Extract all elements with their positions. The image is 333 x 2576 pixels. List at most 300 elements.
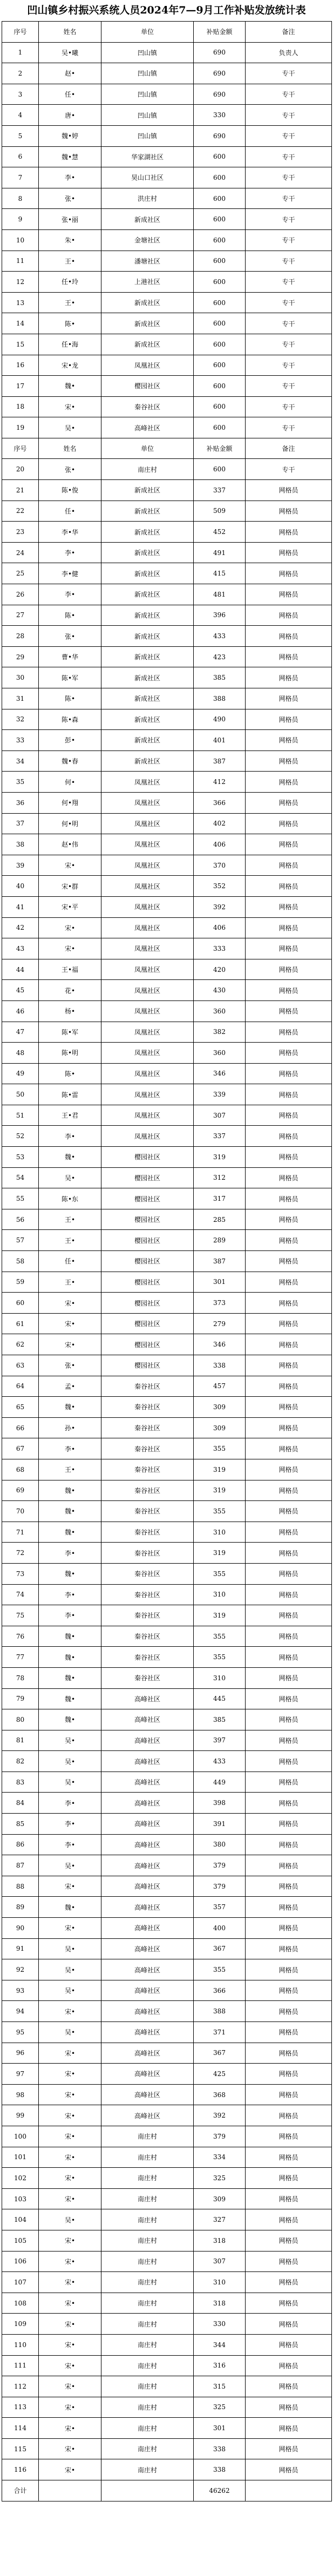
person-name: 何•明 — [39, 813, 101, 834]
subsidy-amount: 344 — [194, 2334, 246, 2355]
unit-name: 凤凰社区 — [101, 772, 194, 793]
row-number: 44 — [2, 959, 39, 980]
header-cell-no: 序号 — [2, 22, 39, 43]
subsidy-amount: 391 — [194, 1814, 246, 1835]
subsidy-amount: 317 — [194, 1188, 246, 1209]
table-row — [2, 146, 332, 167]
table-row — [2, 1876, 332, 1897]
unit-name: 凤凰社区 — [101, 1105, 194, 1126]
unit-name: 凤凰社区 — [101, 1063, 194, 1084]
subsidy-amount: 339 — [194, 1084, 246, 1105]
table-row — [2, 480, 332, 501]
table-row — [2, 917, 332, 938]
table-row — [2, 2188, 332, 2209]
subsidy-amount: 352 — [194, 876, 246, 897]
table-row — [2, 1022, 332, 1043]
table-row — [2, 2168, 332, 2189]
table-row — [2, 1897, 332, 1918]
row-number: 6 — [2, 146, 39, 167]
table-row — [2, 2459, 332, 2480]
remark: 网格员 — [246, 709, 332, 730]
unit-name: 秦谷社区 — [101, 1563, 194, 1584]
row-number: 90 — [2, 1918, 39, 1939]
subsidy-amount: 338 — [194, 2459, 246, 2480]
table-row — [2, 1563, 332, 1584]
subsidy-amount: 401 — [194, 730, 246, 751]
table-row — [2, 1959, 332, 1980]
subsidy-amount: 337 — [194, 480, 246, 501]
unit-name: 凤凰社区 — [101, 1043, 194, 1064]
table-row — [2, 792, 332, 813]
remark: 网格员 — [246, 1251, 332, 1272]
unit-name: 新成社区 — [101, 584, 194, 605]
person-name: 陈•军 — [39, 1022, 101, 1043]
remark: 网格员 — [246, 1876, 332, 1897]
remark: 网格员 — [246, 1334, 332, 1355]
remark: 专干 — [246, 251, 332, 272]
subsidy-amount: 392 — [194, 896, 246, 917]
table-row — [2, 2251, 332, 2272]
row-number: 89 — [2, 1897, 39, 1918]
person-name: 吴• — [39, 2022, 101, 2043]
table-row — [2, 646, 332, 667]
person-name: 陈• — [39, 1063, 101, 1084]
table-row — [2, 396, 332, 417]
table-row — [2, 1709, 332, 1730]
person-name: 李• — [39, 1543, 101, 1564]
table-row — [2, 2022, 332, 2043]
person-name: 王•福 — [39, 959, 101, 980]
table-row — [2, 605, 332, 626]
subsidy-amount: 379 — [194, 2126, 246, 2147]
person-name: 陈• — [39, 688, 101, 709]
subsidy-amount: 285 — [194, 1209, 246, 1230]
table-row — [2, 1480, 332, 1501]
subsidy-amount: 279 — [194, 1313, 246, 1334]
unit-name: 高峰社区 — [101, 1876, 194, 1897]
row-number: 114 — [2, 2418, 39, 2439]
remark: 网格员 — [246, 1355, 332, 1376]
unit-name: 樱园社区 — [101, 1167, 194, 1188]
remark: 网格员 — [246, 1084, 332, 1105]
row-number: 37 — [2, 813, 39, 834]
row-number: 序号 — [2, 438, 39, 459]
remark: 专干 — [246, 105, 332, 126]
subsidy-amount: 600 — [194, 396, 246, 417]
person-name: 魏• — [39, 1667, 101, 1688]
subsidy-amount: 301 — [194, 1272, 246, 1293]
unit-name: 秦谷社区 — [101, 1376, 194, 1397]
row-number: 27 — [2, 605, 39, 626]
unit-name: 秦谷社区 — [101, 1459, 194, 1480]
table-row — [2, 563, 332, 584]
header-cell-amount: 补贴金额 — [194, 22, 246, 43]
table-row — [2, 438, 332, 459]
person-name: 宋• — [39, 938, 101, 959]
row-number: 95 — [2, 2022, 39, 2043]
person-name: 赵• — [39, 63, 101, 84]
person-name: 宋• — [39, 1876, 101, 1897]
person-name: 宋• — [39, 2001, 101, 2022]
subsidy-amount: 423 — [194, 646, 246, 667]
row-number: 108 — [2, 2293, 39, 2314]
unit-name: 樱园社区 — [101, 1147, 194, 1168]
remark: 网格员 — [246, 1647, 332, 1668]
remark: 网格员 — [246, 834, 332, 855]
subsidy-amount: 325 — [194, 2397, 246, 2418]
row-number: 28 — [2, 626, 39, 647]
person-name: 宋• — [39, 2272, 101, 2293]
unit-name: 新成社区 — [101, 730, 194, 751]
row-number: 18 — [2, 396, 39, 417]
subsidy-amount: 396 — [194, 605, 246, 626]
unit-name: 南庄村 — [101, 2126, 194, 2147]
unit-name: 高峰社区 — [101, 1730, 194, 1751]
remark: 网格员 — [246, 792, 332, 813]
table-row — [2, 1793, 332, 1814]
unit-name: 秦谷社区 — [101, 1584, 194, 1605]
row-number: 93 — [2, 1980, 39, 2001]
subsidy-amount: 509 — [194, 501, 246, 522]
person-name: 宋• — [39, 2438, 101, 2459]
subsidy-amount: 420 — [194, 959, 246, 980]
person-name: 吴• — [39, 1980, 101, 2001]
unit-name: 凤凰社区 — [101, 1022, 194, 1043]
row-number: 67 — [2, 1438, 39, 1459]
remark: 网格员 — [246, 2355, 332, 2376]
table-row — [2, 667, 332, 688]
row-number: 92 — [2, 1959, 39, 1980]
unit-name: 秦谷社区 — [101, 1605, 194, 1626]
remark: 专干 — [246, 84, 332, 105]
remark: 网格员 — [246, 751, 332, 772]
remark: 网格员 — [246, 667, 332, 688]
row-number: 39 — [2, 855, 39, 876]
remark: 网格员 — [246, 1063, 332, 1084]
person-name: 魏• — [39, 1147, 101, 1168]
subsidy-amount: 333 — [194, 938, 246, 959]
subsidy-amount: 330 — [194, 105, 246, 126]
remark: 网格员 — [246, 563, 332, 584]
table-row — [2, 313, 332, 334]
subsidy-amount: 301 — [194, 2418, 246, 2439]
person-name: 吴•曦 — [39, 42, 101, 63]
subsidy-amount: 385 — [194, 1709, 246, 1730]
row-number: 74 — [2, 1584, 39, 1605]
remark: 网格员 — [246, 1814, 332, 1835]
person-name: 唐• — [39, 105, 101, 126]
remark: 网格员 — [246, 1209, 332, 1230]
subsidy-amount: 433 — [194, 1751, 246, 1772]
table-row — [2, 376, 332, 397]
table-row — [2, 42, 332, 63]
row-number: 23 — [2, 522, 39, 543]
subsidy-amount: 370 — [194, 855, 246, 876]
row-number: 51 — [2, 1105, 39, 1126]
remark: 网格员 — [246, 1147, 332, 1168]
remark: 网格员 — [246, 1751, 332, 1772]
table-row — [2, 626, 332, 647]
person-name: 魏• — [39, 1688, 101, 1709]
remark: 网格员 — [246, 2209, 332, 2230]
table-row — [2, 876, 332, 897]
subsidy-amount: 425 — [194, 2064, 246, 2085]
unit-name: 樱园社区 — [101, 1334, 194, 1355]
table-row — [2, 84, 332, 105]
unit-name: 凤凰社区 — [101, 917, 194, 938]
person-name: 宋• — [39, 2105, 101, 2126]
unit-name: 樱园社区 — [101, 1230, 194, 1251]
person-name: 吴• — [39, 1938, 101, 1959]
person-name: 魏• — [39, 1522, 101, 1543]
person-name: 吴• — [39, 1772, 101, 1793]
row-number: 77 — [2, 1647, 39, 1668]
person-name: 宋• — [39, 1313, 101, 1334]
person-name: 王• — [39, 251, 101, 272]
person-name: 赵•伟 — [39, 834, 101, 855]
subsidy-amount: 338 — [194, 1355, 246, 1376]
remark: 网格员 — [246, 501, 332, 522]
row-number: 68 — [2, 1459, 39, 1480]
table-row — [2, 1334, 332, 1355]
unit-name: 南庄村 — [101, 2355, 194, 2376]
remark: 网格员 — [246, 480, 332, 501]
subsidy-amount: 481 — [194, 584, 246, 605]
header-row — [2, 22, 332, 43]
person-name: 张• — [39, 459, 101, 480]
subsidy-amount: 433 — [194, 626, 246, 647]
person-name: 宋• — [39, 2293, 101, 2314]
unit-name: 凤凰社区 — [101, 855, 194, 876]
person-name: 张• — [39, 626, 101, 647]
header-cell-note: 备注 — [246, 22, 332, 43]
row-number: 112 — [2, 2376, 39, 2397]
row-number: 43 — [2, 938, 39, 959]
person-name: 魏• — [39, 1897, 101, 1918]
unit-name: 凤凰社区 — [101, 355, 194, 376]
row-number: 70 — [2, 1501, 39, 1522]
unit-name: 高峰社区 — [101, 2084, 194, 2105]
subsidy-amount: 415 — [194, 563, 246, 584]
row-number: 42 — [2, 917, 39, 938]
remark: 网格员 — [246, 2022, 332, 2043]
unit-name: 樱园社区 — [101, 1188, 194, 1209]
person-name: 吴• — [39, 1751, 101, 1772]
unit-name: 高峰社区 — [101, 2022, 194, 2043]
person-name: 宋• — [39, 2230, 101, 2251]
row-number: 5 — [2, 125, 39, 146]
unit-name: 单位 — [101, 438, 194, 459]
person-name: 任• — [39, 84, 101, 105]
person-name: 吴• — [39, 417, 101, 438]
remark: 网格员 — [246, 2418, 332, 2439]
table-row — [2, 542, 332, 563]
table-row — [2, 2147, 332, 2168]
remark: 网格员 — [246, 1730, 332, 1751]
person-name: 宋• — [39, 1334, 101, 1355]
table-row — [2, 2355, 332, 2376]
person-name: 张• — [39, 1355, 101, 1376]
table-row — [2, 1084, 332, 1105]
table-row — [2, 1209, 332, 1230]
subsidy-amount: 600 — [194, 417, 246, 438]
table-row — [2, 272, 332, 293]
total-cell — [246, 2480, 332, 2501]
row-number: 15 — [2, 334, 39, 355]
remark: 专干 — [246, 334, 332, 355]
table-row — [2, 1772, 332, 1793]
person-name: 王• — [39, 1209, 101, 1230]
subsidy-amount: 316 — [194, 2355, 246, 2376]
table-row — [2, 1501, 332, 1522]
subsidy-amount: 346 — [194, 1063, 246, 1084]
unit-name: 秦谷社区 — [101, 1438, 194, 1459]
person-name: 宋• — [39, 2188, 101, 2209]
unit-name: 秦谷社区 — [101, 1501, 194, 1522]
unit-name: 新成社区 — [101, 751, 194, 772]
remark: 网格员 — [246, 1626, 332, 1647]
table-row — [2, 1543, 332, 1564]
subsidy-amount: 310 — [194, 1584, 246, 1605]
subsidy-amount: 402 — [194, 813, 246, 834]
remark: 网格员 — [246, 1480, 332, 1501]
person-name: 宋• — [39, 2459, 101, 2480]
subsidy-amount: 600 — [194, 459, 246, 480]
person-name: 魏•春 — [39, 751, 101, 772]
remark: 网格员 — [246, 1855, 332, 1876]
subsidy-amount: 315 — [194, 2376, 246, 2397]
table-row — [2, 751, 332, 772]
table-row — [2, 2064, 332, 2085]
remark: 网格员 — [246, 2314, 332, 2335]
subsidy-amount: 600 — [194, 251, 246, 272]
row-number: 16 — [2, 355, 39, 376]
row-number: 50 — [2, 1084, 39, 1105]
unit-name: 南庄村 — [101, 2188, 194, 2209]
table-row — [2, 2272, 332, 2293]
unit-name: 樱园社区 — [101, 1209, 194, 1230]
subsidy-amount: 430 — [194, 980, 246, 1001]
remark: 网格员 — [246, 2251, 332, 2272]
row-number: 94 — [2, 2001, 39, 2022]
unit-name: 高峰社区 — [101, 1751, 194, 1772]
unit-name: 秦谷社区 — [101, 1480, 194, 1501]
remark: 网格员 — [246, 1501, 332, 1522]
table-row — [2, 1626, 332, 1647]
table-row — [2, 1147, 332, 1168]
document-title: 凹山镇乡村振兴系统人员2024年7—9月工作补贴发放统计表 — [27, 4, 306, 16]
table-row — [2, 63, 332, 84]
subsidy-amount: 355 — [194, 1501, 246, 1522]
remark: 专干 — [246, 355, 332, 376]
person-name: 宋•龙 — [39, 355, 101, 376]
subsidy-amount: 387 — [194, 751, 246, 772]
subsidy-amount: 289 — [194, 1230, 246, 1251]
row-number: 52 — [2, 1126, 39, 1147]
person-name: 朱• — [39, 229, 101, 251]
subsidy-amount: 600 — [194, 167, 246, 188]
person-name: 李• — [39, 1605, 101, 1626]
person-name: 宋• — [39, 855, 101, 876]
unit-name: 高峰社区 — [101, 1834, 194, 1855]
remark: 网格员 — [246, 730, 332, 751]
person-name: 曹•华 — [39, 646, 101, 667]
subsidy-amount: 319 — [194, 1480, 246, 1501]
person-name: 任•玲 — [39, 272, 101, 293]
table-row — [2, 501, 332, 522]
person-name: 宋• — [39, 2418, 101, 2439]
subsidy-amount: 690 — [194, 63, 246, 84]
table-row — [2, 2314, 332, 2335]
remark: 专干 — [246, 63, 332, 84]
unit-name: 新成社区 — [101, 522, 194, 543]
remark: 网格员 — [246, 688, 332, 709]
unit-name: 新成社区 — [101, 209, 194, 230]
subsidy-amount: 397 — [194, 1730, 246, 1751]
unit-name: 高峰社区 — [101, 1709, 194, 1730]
row-number: 10 — [2, 229, 39, 251]
person-name: 吴• — [39, 1167, 101, 1188]
unit-name: 南庄村 — [101, 2209, 194, 2230]
row-number: 84 — [2, 1793, 39, 1814]
table-row — [2, 1459, 332, 1480]
unit-name: 樱园社区 — [101, 376, 194, 397]
table-row — [2, 1647, 332, 1668]
table-row — [2, 2376, 332, 2397]
subsidy-amount: 457 — [194, 1376, 246, 1397]
subsidy-amount: 310 — [194, 1522, 246, 1543]
row-number: 8 — [2, 188, 39, 209]
table-row — [2, 1043, 332, 1064]
person-name: 宋• — [39, 917, 101, 938]
remark: 网格员 — [246, 1105, 332, 1126]
remark: 专干 — [246, 229, 332, 251]
remark: 网格员 — [246, 772, 332, 793]
person-name: 宋•群 — [39, 876, 101, 897]
table-row — [2, 896, 332, 917]
row-number: 80 — [2, 1709, 39, 1730]
subsidy-amount: 491 — [194, 542, 246, 563]
table-row — [2, 1938, 332, 1959]
table-row — [2, 1293, 332, 1314]
row-number: 113 — [2, 2397, 39, 2418]
row-number: 85 — [2, 1814, 39, 1835]
table-row — [2, 1167, 332, 1188]
subsidy-amount: 355 — [194, 1438, 246, 1459]
unit-name: 高峰社区 — [101, 1980, 194, 2001]
row-number: 4 — [2, 105, 39, 126]
unit-name: 南庄村 — [101, 2376, 194, 2397]
unit-name: 凹山镇 — [101, 105, 194, 126]
row-number: 48 — [2, 1043, 39, 1064]
subsidy-amount: 355 — [194, 1959, 246, 1980]
row-number: 102 — [2, 2168, 39, 2189]
table-row — [2, 1188, 332, 1209]
table-row — [2, 834, 332, 855]
person-name: 李• — [39, 1126, 101, 1147]
person-name: 吴• — [39, 2209, 101, 2230]
table-row — [2, 855, 332, 876]
subsidy-amount: 312 — [194, 1167, 246, 1188]
subsidy-amount: 600 — [194, 188, 246, 209]
person-name: 宋• — [39, 396, 101, 417]
subsidy-amount: 490 — [194, 709, 246, 730]
header-cell-unit: 单位 — [101, 22, 194, 43]
row-number: 111 — [2, 2355, 39, 2376]
row-number: 83 — [2, 1772, 39, 1793]
unit-name: 高峰社区 — [101, 1814, 194, 1835]
row-number: 115 — [2, 2438, 39, 2459]
